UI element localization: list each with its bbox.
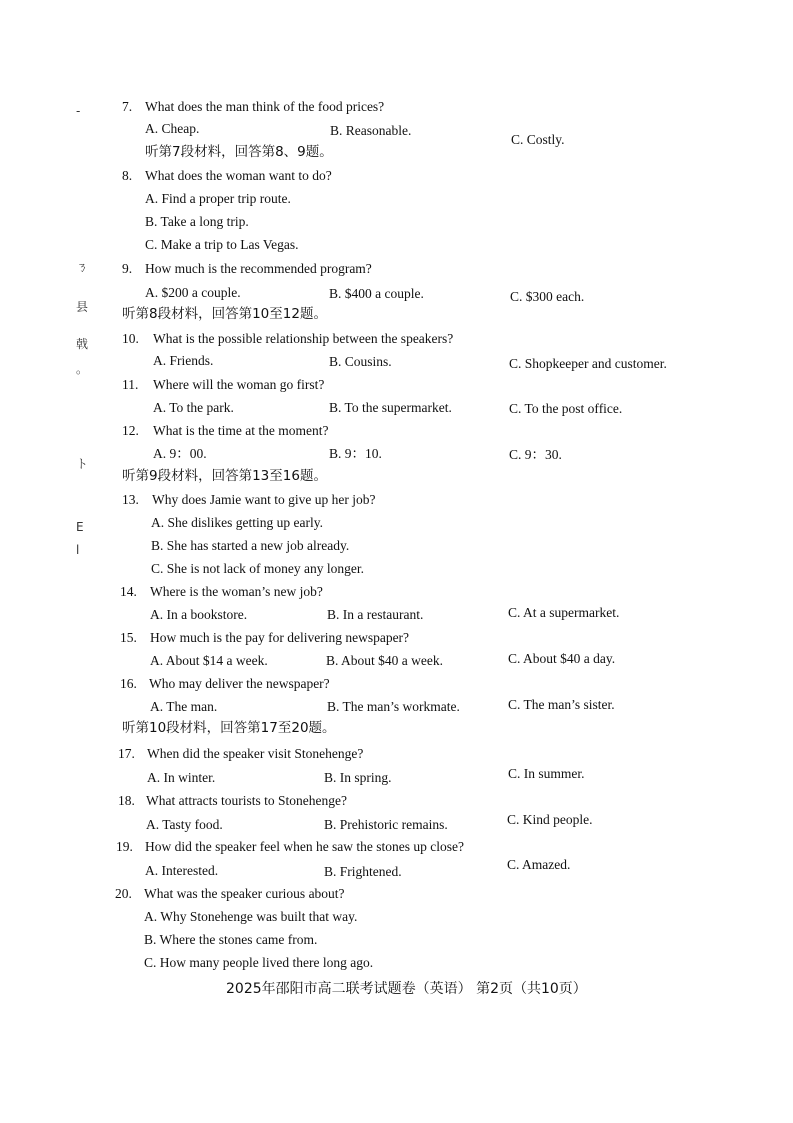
option-c: C. She is not lack of money any longer. <box>151 561 364 576</box>
question-text: How much is the pay for delivering newspaper? <box>150 630 410 645</box>
option-b: B. Reasonable. <box>330 123 412 138</box>
question-text: Where will the woman go first? <box>153 377 325 392</box>
question-number: 17. <box>118 746 135 761</box>
question-number: 7. <box>122 99 133 114</box>
option-a: A. Friends. <box>153 353 214 368</box>
section-instruction: 听第7段材料，回答第8、9题。 <box>145 144 333 160</box>
option-b: B. To the supermarket. <box>329 400 452 415</box>
question-number: 12. <box>122 423 139 438</box>
option-a: A. To the park. <box>153 400 234 415</box>
option-b: B. She has started a new job already. <box>151 538 350 553</box>
option-a: A. The man. <box>150 699 218 714</box>
option-b: B. About $40 a week. <box>326 653 443 668</box>
option-a: A. Interested. <box>145 863 219 878</box>
option-c: C. 9：30. <box>509 447 562 462</box>
option-b: B. In a restaurant. <box>327 607 424 622</box>
question-text: How did the speaker feel when he saw the stones up close? <box>145 839 465 854</box>
margin-mark: ト <box>76 457 89 471</box>
option-b: B. Where the stones came from. <box>144 932 318 947</box>
option-b: B. Take a long trip. <box>145 214 249 229</box>
margin-mark: 。 <box>76 362 89 376</box>
question-text: Why does Jamie want to give up her job? <box>152 492 376 507</box>
question-number: 8. <box>122 168 133 183</box>
option-b: B. 9：10. <box>329 446 382 461</box>
margin-mark: E <box>76 520 84 534</box>
question-number: 9. <box>122 261 133 276</box>
question-text: What is the time at the moment? <box>153 423 329 438</box>
question-number: 11. <box>122 377 139 392</box>
option-b: B. $400 a couple. <box>329 286 424 301</box>
option-a: A. About $14 a week. <box>150 653 268 668</box>
question-text: How much is the recommended program? <box>145 261 372 276</box>
question-number: 18. <box>118 793 135 808</box>
question-number: 10. <box>122 331 139 346</box>
option-c: C. Make a trip to Las Vegas. <box>145 237 299 252</box>
page-footer: 2025年邵阳市高二联考试题卷（英语） 第2页（共10页） <box>226 981 587 997</box>
question-number: 14. <box>120 584 137 599</box>
option-c: C. Kind people. <box>507 812 593 827</box>
option-c: C. At a supermarket. <box>508 605 620 620</box>
question-text: Where is the woman’s new job? <box>150 584 323 599</box>
option-c: C. Amazed. <box>507 857 571 872</box>
option-c: C. Costly. <box>511 132 565 147</box>
question-text: What is the possible relationship between the speakers? <box>153 331 454 346</box>
option-b: B. The man’s workmate. <box>327 699 460 714</box>
section-instruction: 听第9段材料，回答第13至16题。 <box>122 468 327 484</box>
option-c: C. $300 each. <box>510 289 585 304</box>
question-number: 15. <box>120 630 137 645</box>
margin-mark: ㄋ <box>76 260 89 274</box>
question-text: What attracts tourists to Stonehenge? <box>146 793 347 808</box>
option-a: A. Cheap. <box>145 121 200 136</box>
question-number: 19. <box>116 839 133 854</box>
margin-mark: l <box>76 543 80 557</box>
question-text: What does the woman want to do? <box>145 168 332 183</box>
option-a: A. Tasty food. <box>146 817 223 832</box>
option-b: B. In spring. <box>324 770 392 785</box>
option-c: C. Shopkeeper and customer. <box>509 356 667 371</box>
option-c: C. In summer. <box>508 766 585 781</box>
question-number: 16. <box>120 676 137 691</box>
option-a: A. She dislikes getting up early. <box>151 515 323 530</box>
question-text: What does the man think of the food prices? <box>145 99 385 114</box>
option-a: A. Why Stonehenge was built that way. <box>144 909 358 924</box>
margin-mark: 戟 <box>76 337 89 351</box>
option-a: A. 9：00. <box>153 446 207 461</box>
margin-mark: 县 <box>76 300 89 314</box>
question-text: What was the speaker curious about? <box>144 886 345 901</box>
option-c: C. How many people lived there long ago. <box>144 955 374 970</box>
question-number: 13. <box>122 492 139 507</box>
option-b: B. Frightened. <box>324 864 402 879</box>
option-c: C. To the post office. <box>509 401 623 416</box>
option-b: B. Cousins. <box>329 354 392 369</box>
section-instruction: 听第8段材料，回答第10至12题。 <box>122 306 327 322</box>
option-a: A. In winter. <box>147 770 216 785</box>
margin-mark: - <box>76 104 81 118</box>
question-text: Who may deliver the newspaper? <box>149 676 330 691</box>
option-a: A. $200 a couple. <box>145 285 241 300</box>
option-c: C. About $40 a day. <box>508 651 616 666</box>
option-b: B. Prehistoric remains. <box>324 817 448 832</box>
question-number: 20. <box>115 886 132 901</box>
option-a: A. Find a proper trip route. <box>145 191 291 206</box>
option-c: C. The man’s sister. <box>508 697 615 712</box>
option-a: A. In a bookstore. <box>150 607 248 622</box>
section-instruction: 听第10段材料，回答第17至20题。 <box>122 720 336 736</box>
question-text: When did the speaker visit Stonehenge? <box>147 746 364 761</box>
